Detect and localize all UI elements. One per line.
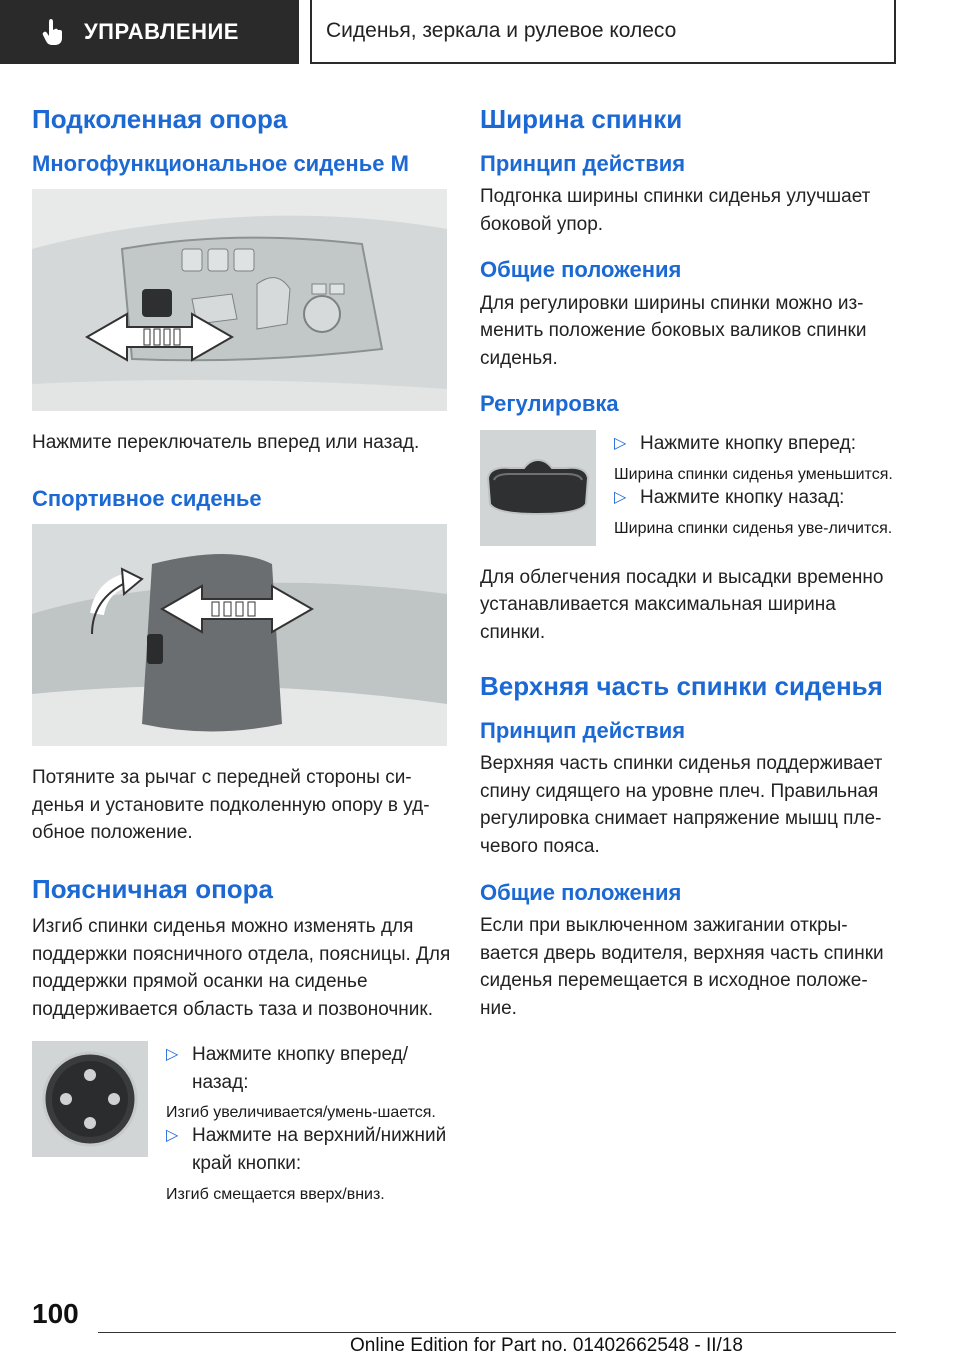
triangle-right-icon: ▷ [166, 1127, 179, 1145]
sport-seat-title: Спортивное сиденье [32, 485, 262, 511]
upper-general-text: Если при выключенном зажигании откры-вается дверь водителя, верхняя часть спинки сиденья перемещается в исходное положе-ние. [480, 915, 884, 1019]
chapter-tab [0, 0, 299, 64]
lumbar-step-list [166, 1041, 452, 1203]
adjustment-title: Регулировка [480, 391, 619, 417]
width-step: ▷ Нажмите кнопку назад: Ширина спинки сиденья уве-личится. [614, 484, 900, 538]
section-title: Сиденья, зеркала и рулевое колесо [310, 0, 896, 64]
left-column [32, 95, 452, 1222]
triangle-right-icon: ▷ [614, 434, 627, 452]
lumbar-step: ▷ Нажмите на верхний/нижний край кнопки: Изгиб смещается вверх/вниз. [166, 1122, 452, 1203]
width-steps [480, 430, 900, 546]
triangle-right-icon: ▷ [614, 488, 627, 506]
upper-principle-text: Верхняя часть спинки сиденья поддерживает спину сидящего на уровне плеч. Правильная регулировка снимает напряжение мышц пле-чевого пояса. [480, 753, 883, 858]
general-title: Общие положения [480, 257, 682, 283]
upper-principle-title: Принцип действия [480, 717, 686, 743]
chapter-title: УПРАВЛЕНИЕ [84, 19, 239, 44]
sport-seat-image [32, 524, 447, 746]
general-text: Для регулировки ширины спинки можно из-менить положение боковых валиков спинки сиденья. [480, 292, 867, 369]
backrest-width-title: Ширина спинки [480, 104, 683, 134]
lumbar-step: ▷ Нажмите кнопку вперед/назад: Изгиб увеличивается/умень-шается. [166, 1041, 452, 1122]
width-button-image [480, 430, 596, 546]
width-step-list [614, 430, 900, 546]
lumbar-steps [32, 1041, 452, 1203]
lumbar-support-text: Изгиб спинки сиденья можно изменять для поддержки поясничного отдела, поясницы. Для поддержки прямой осанки на сиденье поддерживается область таза и позвоночник. [32, 916, 451, 1020]
entry-exit-text: Для облегчения посадки и высадки временно устанавливается максимальная ширина спинки. [480, 566, 884, 643]
upper-backrest-title: Верхняя часть спинки сиденья [480, 671, 883, 702]
right-column [480, 95, 900, 1040]
lumbar-button-image [32, 1041, 148, 1157]
principle-text: Подгонка ширины спинки сиденья улучшает боковой упор. [480, 186, 871, 235]
footer-rule [98, 1332, 896, 1333]
multifunction-seat-image [32, 189, 447, 411]
edition-note: Online Edition for Part no. 01402662548 - II/18 [350, 1335, 743, 1356]
triangle-right-icon: ▷ [166, 1046, 179, 1064]
hand-touch-icon [40, 18, 66, 46]
page-number: 100 [32, 1298, 79, 1329]
sport-seat-text: Потяните за рычаг с передней стороны си-денья и установите подколенную опору в уд-обное положение. [32, 767, 430, 844]
multifunction-seat-text: Нажмите переключатель вперед или назад. [32, 432, 420, 453]
width-step: ▷ Нажмите кнопку вперед: Ширина спинки сиденья уменьшится. [614, 430, 900, 484]
multifunction-seat-title: Многофункциональное сиденье M [32, 150, 409, 176]
upper-general-title: Общие положения [480, 879, 682, 905]
lumbar-support-title: Поясничная опора [32, 873, 274, 904]
principle-title: Принцип действия [480, 150, 686, 176]
knee-support-title: Подколенная опора [32, 104, 288, 134]
